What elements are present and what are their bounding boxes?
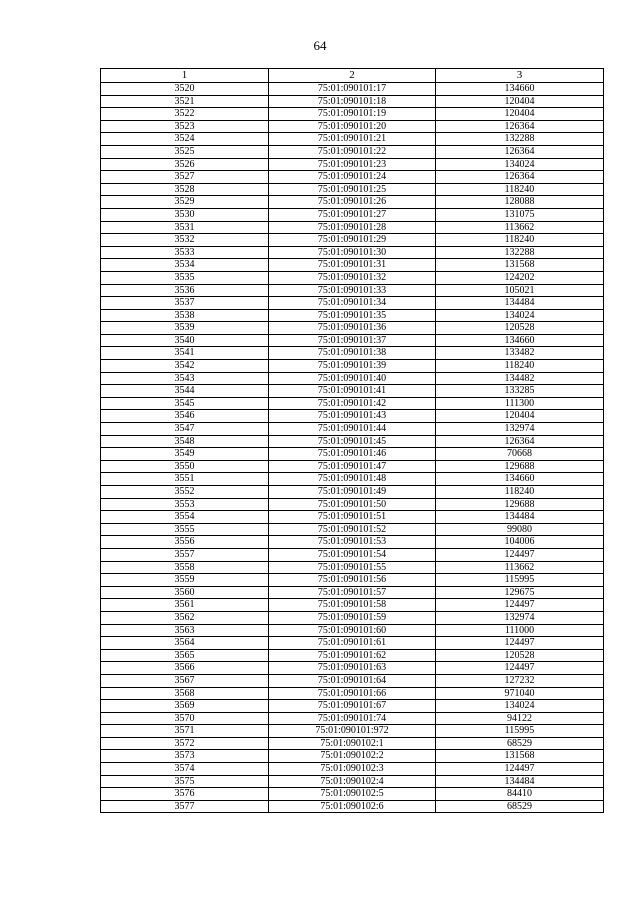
table-row: [101, 347, 604, 360]
cadastral-number-cell: 75:01:090101:74: [269, 712, 436, 725]
value-cell: 126364: [436, 120, 604, 133]
row-number-cell: 3540: [101, 334, 269, 347]
row-number-cell: 3563: [101, 624, 269, 637]
value-cell: 129688: [436, 498, 604, 511]
table-row: [101, 435, 604, 448]
value-cell: 111000: [436, 624, 604, 637]
table-row: [101, 133, 604, 146]
cadastral-number-cell: 75:01:090101:47: [269, 460, 436, 473]
value-cell: 124497: [436, 763, 604, 776]
cadastral-number-cell: 75:01:090101:54: [269, 548, 436, 561]
cadastral-number-cell: 75:01:090101:55: [269, 561, 436, 574]
value-cell: 105021: [436, 284, 604, 297]
value-cell: 134482: [436, 372, 604, 385]
cadastral-number-cell: 75:01:090101:31: [269, 259, 436, 272]
value-cell: 118240: [436, 234, 604, 247]
row-number-cell: 3529: [101, 196, 269, 209]
row-number-cell: 3566: [101, 662, 269, 675]
cadastral-number-cell: 75:01:090101:63: [269, 662, 436, 675]
cadastral-number-cell: 75:01:090101:58: [269, 599, 436, 612]
table-row: [101, 448, 604, 461]
row-number-cell: 3569: [101, 700, 269, 713]
row-number-cell: 3572: [101, 737, 269, 750]
value-cell: 132974: [436, 423, 604, 436]
value-cell: 134484: [436, 297, 604, 310]
value-cell: 124202: [436, 271, 604, 284]
value-cell: 128088: [436, 196, 604, 209]
row-number-cell: 3536: [101, 284, 269, 297]
cadastral-number-cell: 75:01:090101:66: [269, 687, 436, 700]
table-row: [101, 649, 604, 662]
row-number-cell: 3558: [101, 561, 269, 574]
row-number-cell: 3549: [101, 448, 269, 461]
table-row: [101, 259, 604, 272]
table-row: [101, 271, 604, 284]
row-number-cell: 3531: [101, 221, 269, 234]
row-number-cell: 3530: [101, 208, 269, 221]
table-row: [101, 145, 604, 158]
value-cell: 118240: [436, 486, 604, 499]
row-number-cell: 3535: [101, 271, 269, 284]
row-number-cell: 3555: [101, 523, 269, 536]
cadastral-number-cell: 75:01:090101:36: [269, 322, 436, 335]
cadastral-number-cell: 75:01:090101:22: [269, 145, 436, 158]
table-row: [101, 297, 604, 310]
cadastral-number-cell: 75:01:090101:20: [269, 120, 436, 133]
table-row: [101, 536, 604, 549]
table-row: [101, 637, 604, 650]
table-row: [101, 574, 604, 587]
value-cell: 84410: [436, 788, 604, 801]
row-number-cell: 3546: [101, 410, 269, 423]
value-cell: 133285: [436, 385, 604, 398]
value-cell: 118240: [436, 183, 604, 196]
row-number-cell: 3573: [101, 750, 269, 763]
cadastral-number-cell: 75:01:090102:3: [269, 763, 436, 776]
cadastral-number-cell: 75:01:090101:42: [269, 397, 436, 410]
cadastral-number-cell: 75:01:090101:51: [269, 511, 436, 524]
value-cell: 126364: [436, 145, 604, 158]
row-number-cell: 3576: [101, 788, 269, 801]
value-cell: 120528: [436, 649, 604, 662]
table-row: [101, 309, 604, 322]
value-cell: 129688: [436, 460, 604, 473]
cadastral-number-cell: 75:01:090101:29: [269, 234, 436, 247]
cadastral-number-cell: 75:01:090101:21: [269, 133, 436, 146]
row-number-cell: 3523: [101, 120, 269, 133]
row-number-cell: 3525: [101, 145, 269, 158]
table-header: [101, 69, 604, 83]
row-number-cell: 3545: [101, 397, 269, 410]
cadastral-number-cell: 75:01:090101:28: [269, 221, 436, 234]
cadastral-number-cell: 75:01:090101:38: [269, 347, 436, 360]
value-cell: 124497: [436, 599, 604, 612]
cadastral-number-cell: 75:01:090101:25: [269, 183, 436, 196]
cadastral-number-cell: 75:01:090101:27: [269, 208, 436, 221]
cadastral-number-cell: 75:01:090101:33: [269, 284, 436, 297]
table-row: [101, 183, 604, 196]
row-number-cell: 3541: [101, 347, 269, 360]
table-row: [101, 120, 604, 133]
table-row: [101, 561, 604, 574]
cadastral-number-cell: 75:01:090101:60: [269, 624, 436, 637]
row-number-cell: 3543: [101, 372, 269, 385]
row-number-cell: 3550: [101, 460, 269, 473]
cadastral-number-cell: 75:01:090102:5: [269, 788, 436, 801]
row-number-cell: 3538: [101, 309, 269, 322]
table-row: [101, 763, 604, 776]
cadastral-number-cell: 75:01:090101:37: [269, 334, 436, 347]
value-cell: 68529: [436, 800, 604, 813]
cadastral-number-cell: 75:01:090101:52: [269, 523, 436, 536]
row-number-cell: 3537: [101, 297, 269, 310]
value-cell: 111300: [436, 397, 604, 410]
value-cell: 120404: [436, 108, 604, 121]
value-cell: 134024: [436, 700, 604, 713]
cadastral-number-cell: 75:01:090101:35: [269, 309, 436, 322]
row-number-cell: 3532: [101, 234, 269, 247]
value-cell: 134024: [436, 309, 604, 322]
cadastral-number-cell: 75:01:090101:18: [269, 95, 436, 108]
value-cell: 94122: [436, 712, 604, 725]
column-header-3: 3: [436, 69, 604, 83]
column-header-2: 2: [269, 69, 436, 83]
row-number-cell: 3556: [101, 536, 269, 549]
table-row: [101, 523, 604, 536]
table-row: [101, 486, 604, 499]
table-row: [101, 171, 604, 184]
value-cell: 124497: [436, 662, 604, 675]
table-row: [101, 360, 604, 373]
row-number-cell: 3570: [101, 712, 269, 725]
value-cell: 132288: [436, 133, 604, 146]
table-row: [101, 284, 604, 297]
table-row: [101, 599, 604, 612]
value-cell: 118240: [436, 360, 604, 373]
value-cell: 127232: [436, 674, 604, 687]
table-row: [101, 737, 604, 750]
row-number-cell: 3533: [101, 246, 269, 259]
table-row: [101, 246, 604, 259]
table-row: [101, 83, 604, 96]
cadastral-number-cell: 75:01:090101:56: [269, 574, 436, 587]
value-cell: 131568: [436, 259, 604, 272]
cadastral-number-cell: 75:01:090102:1: [269, 737, 436, 750]
row-number-cell: 3551: [101, 473, 269, 486]
table-row: [101, 372, 604, 385]
row-number-cell: 3528: [101, 183, 269, 196]
value-cell: 120404: [436, 410, 604, 423]
cadastral-number-cell: 75:01:090101:46: [269, 448, 436, 461]
table-row: [101, 460, 604, 473]
table-row: [101, 788, 604, 801]
cadastral-number-cell: 75:01:090101:50: [269, 498, 436, 511]
cadastral-number-cell: 75:01:090101:34: [269, 297, 436, 310]
cadastral-number-cell: 75:01:090101:23: [269, 158, 436, 171]
column-header-1: 1: [101, 69, 269, 83]
row-number-cell: 3539: [101, 322, 269, 335]
header-row: [101, 69, 604, 83]
row-number-cell: 3571: [101, 725, 269, 738]
value-cell: 132974: [436, 611, 604, 624]
table-row: [101, 548, 604, 561]
value-cell: 124497: [436, 637, 604, 650]
cadastral-number-cell: 75:01:090101:53: [269, 536, 436, 549]
table-row: [101, 687, 604, 700]
table-row: [101, 322, 604, 335]
table-row: [101, 196, 604, 209]
row-number-cell: 3544: [101, 385, 269, 398]
cadastral-number-cell: 75:01:090101:45: [269, 435, 436, 448]
cadastral-number-cell: 75:01:090101:17: [269, 83, 436, 96]
row-number-cell: 3520: [101, 83, 269, 96]
table-row: [101, 498, 604, 511]
row-number-cell: 3524: [101, 133, 269, 146]
cadastral-number-cell: 75:01:090101:57: [269, 586, 436, 599]
table-row: [101, 423, 604, 436]
cadastral-number-cell: 75:01:090101:26: [269, 196, 436, 209]
cadastral-number-cell: 75:01:090101:24: [269, 171, 436, 184]
cadastral-number-cell: 75:01:090101:30: [269, 246, 436, 259]
row-number-cell: 3577: [101, 800, 269, 813]
table-row: [101, 95, 604, 108]
cadastral-number-cell: 75:01:090102:6: [269, 800, 436, 813]
row-number-cell: 3560: [101, 586, 269, 599]
row-number-cell: 3568: [101, 687, 269, 700]
row-number-cell: 3527: [101, 171, 269, 184]
table-row: [101, 586, 604, 599]
row-number-cell: 3564: [101, 637, 269, 650]
table-row: [101, 234, 604, 247]
table-row: [101, 700, 604, 713]
cadastral-number-cell: 75:01:090101:40: [269, 372, 436, 385]
row-number-cell: 3526: [101, 158, 269, 171]
value-cell: 124497: [436, 548, 604, 561]
cadastral-number-cell: 75:01:090102:2: [269, 750, 436, 763]
row-number-cell: 3562: [101, 611, 269, 624]
value-cell: 134660: [436, 473, 604, 486]
table-row: [101, 397, 604, 410]
cadastral-number-cell: 75:01:090101:44: [269, 423, 436, 436]
table-row: [101, 108, 604, 121]
cadastral-number-cell: 75:01:090101:32: [269, 271, 436, 284]
row-number-cell: 3542: [101, 360, 269, 373]
table-row: [101, 800, 604, 813]
value-cell: 126364: [436, 171, 604, 184]
table-row: [101, 511, 604, 524]
row-number-cell: 3534: [101, 259, 269, 272]
value-cell: 120404: [436, 95, 604, 108]
value-cell: 131075: [436, 208, 604, 221]
cadastral-number-cell: 75:01:090101:41: [269, 385, 436, 398]
table-row: [101, 674, 604, 687]
value-cell: 134024: [436, 158, 604, 171]
value-cell: 120528: [436, 322, 604, 335]
value-cell: 113662: [436, 561, 604, 574]
value-cell: 115995: [436, 725, 604, 738]
table-row: [101, 725, 604, 738]
cadastral-number-cell: 75:01:090101:49: [269, 486, 436, 499]
table-row: [101, 334, 604, 347]
cadastral-number-cell: 75:01:090102:4: [269, 775, 436, 788]
cadastral-number-cell: 75:01:090101:43: [269, 410, 436, 423]
value-cell: 68529: [436, 737, 604, 750]
row-number-cell: 3552: [101, 486, 269, 499]
table-row: [101, 410, 604, 423]
value-cell: 126364: [436, 435, 604, 448]
table-row: [101, 662, 604, 675]
table-row: [101, 221, 604, 234]
row-number-cell: 3565: [101, 649, 269, 662]
table-row: [101, 208, 604, 221]
row-number-cell: 3554: [101, 511, 269, 524]
value-cell: 99080: [436, 523, 604, 536]
value-cell: 133482: [436, 347, 604, 360]
cadastral-number-cell: 75:01:090101:61: [269, 637, 436, 650]
row-number-cell: 3547: [101, 423, 269, 436]
table-row: [101, 611, 604, 624]
row-number-cell: 3521: [101, 95, 269, 108]
value-cell: 70668: [436, 448, 604, 461]
page-number: 64: [313, 38, 327, 53]
table-body: [101, 83, 604, 813]
row-number-cell: 3548: [101, 435, 269, 448]
row-number-cell: 3567: [101, 674, 269, 687]
value-cell: 132288: [436, 246, 604, 259]
row-number-cell: 3561: [101, 599, 269, 612]
value-cell: 134660: [436, 83, 604, 96]
cadastral-number-cell: 75:01:090101:59: [269, 611, 436, 624]
value-cell: 113662: [436, 221, 604, 234]
table-row: [101, 624, 604, 637]
row-number-cell: 3575: [101, 775, 269, 788]
value-cell: 134660: [436, 334, 604, 347]
table-row: [101, 750, 604, 763]
registry-table: [100, 68, 604, 813]
value-cell: 131568: [436, 750, 604, 763]
cadastral-number-cell: 75:01:090101:48: [269, 473, 436, 486]
value-cell: 971040: [436, 687, 604, 700]
cadastral-number-cell: 75:01:090101:64: [269, 674, 436, 687]
cadastral-number-cell: 75:01:090101:19: [269, 108, 436, 121]
value-cell: 129675: [436, 586, 604, 599]
table-row: [101, 712, 604, 725]
value-cell: 134484: [436, 511, 604, 524]
value-cell: 134484: [436, 775, 604, 788]
value-cell: 104006: [436, 536, 604, 549]
table-row: [101, 158, 604, 171]
table-row: [101, 385, 604, 398]
row-number-cell: 3553: [101, 498, 269, 511]
row-number-cell: 3522: [101, 108, 269, 121]
cadastral-number-cell: 75:01:090101:62: [269, 649, 436, 662]
row-number-cell: 3574: [101, 763, 269, 776]
cadastral-number-cell: 75:01:090101:972: [269, 725, 436, 738]
table-row: [101, 473, 604, 486]
cadastral-number-cell: 75:01:090101:39: [269, 360, 436, 373]
cadastral-number-cell: 75:01:090101:67: [269, 700, 436, 713]
table-row: [101, 775, 604, 788]
row-number-cell: 3559: [101, 574, 269, 587]
value-cell: 115995: [436, 574, 604, 587]
row-number-cell: 3557: [101, 548, 269, 561]
